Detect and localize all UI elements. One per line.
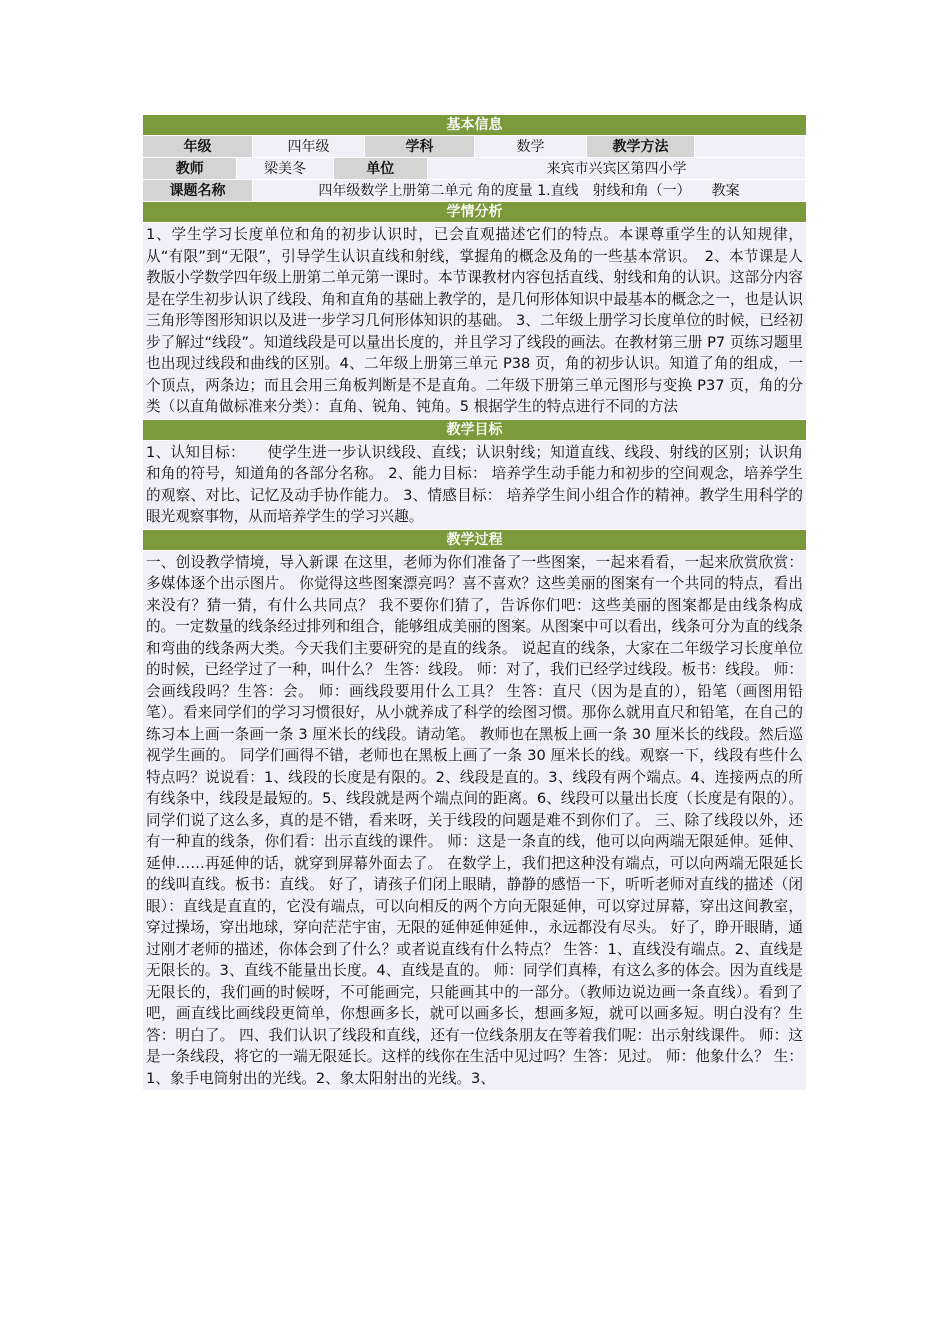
method-value <box>695 136 806 158</box>
lesson-plan-document <box>143 115 806 1091</box>
grade-label: 年级 <box>143 136 253 158</box>
section-process-header: 教学过程 <box>143 530 806 551</box>
section-goals-header: 教学目标 <box>143 420 806 441</box>
subject-label: 学科 <box>365 136 475 158</box>
info-row-teacher <box>143 158 806 180</box>
unit-value: 来宾市兴宾区第四小学 <box>428 158 806 180</box>
subject-value: 数学 <box>475 136 587 158</box>
analysis-text: 1、学生学习长度单位和角的初步认识时，已会直观描述它们的特点。本课尊重学生的认知规律，从“有限”到“无限”，引导学生认识直线和射线，掌握角的概念及角的一些基本常识。 2、本节课是人教版小学数学四年级上册第二单元第一课时。本节课教材内容包括直线、射线和角的认识。这部分内容是在学生初步认识了线段、角和直角的基础上教学的，是几何形体知识中最基本的概念之一，也是认识三角形等图形知识以及进一步学习几何形体知识的基础。 3、二年级上册学习长度单位的时候，已经初步了解过“线段”。知道线段是可以量出长度的，并且学习了线段的画法。在教材第三册 P7 页练习题里也出现过线段和曲线的区别。4、二年级上册第三单元 P38 页，角的初步认识。知道了角的组成，一个顶点，两条边；而且会用三角板判断是不是直角。二年级下册第三单元图形与变换 P37 页，角的分类（以直角做标准来分类）：直角、锐角、钝角。5 根据学生的特点进行不同的方法 <box>143 223 806 420</box>
goals-text: 1、认知目标： 使学生进一步认识线段、直线；认识射线；知道直线、线段、射线的区别；认识角和角的符号，知道角的各部分名称。 2、能力目标： 培养学生动手能力和初步的空间观念，培养学生的观察、对比、记忆及动手协作能力。 3、情感目标： 培养学生间小组合作的精神。教学生用科学的眼光观察事物，从而培养学生的学习兴趣。 <box>143 441 806 530</box>
unit-label: 单位 <box>334 158 428 180</box>
topic-label: 课题名称 <box>143 180 253 202</box>
teacher-label: 教师 <box>143 158 237 180</box>
info-row-grade <box>143 136 806 158</box>
topic-value: 四年级数学上册第二单元 角的度量 1.直线 射线和角（一） 教案 <box>253 180 806 202</box>
section-analysis-header: 学情分析 <box>143 202 806 223</box>
method-label: 教学方法 <box>587 136 695 158</box>
process-text: 一、创设教学情境，导入新课 在这里，老师为你们准备了一些图案，一起来看看，一起来欣赏欣赏：多媒体逐个出示图片。 你觉得这些图案漂亮吗？喜不喜欢？这些美丽的图案有一个共同的特点，看出来没有？猜一猜，有什么共同点？ 我不要你们猜了，告诉你们吧：这些美丽的图案都是由线条构成的。一定数量的线条经过排列和组合，能够组成美丽的图案。从图案中可以看出，线条可分为直的线条和弯曲的线条两大类。今天我们主要研究的是直的线条。 说起直的线条，大家在二年级学习长度单位的时候，已经学过了一种，叫什么？ 生答：线段。 师：对了，我们已经学过线段。板书：线段。 师：会画线段吗？生答：会。 师：画线段要用什么工具？ 生答：直尺（因为是直的），铅笔（画图用铅笔）。看来同学们的学习习惯很好，从小就养成了科学的绘图习惯。那你么就用直尺和铅笔，在自己的练习本上画一条画一条 3 厘米长的线段。请动笔。 教师也在黑板上画一条 30 厘米长的线段。然后巡视学生画的。 同学们画得不错，老师也在黑板上画了一条 30 厘米长的线。观察一下，线段有些什么特点吗？说说看：1、线段的长度是有限的。2、线段是直的。3、线段有两个端点。4、连接两点的所有线条中，线段是最短的。5、线段就是两个端点间的距离。6、线段可以量出长度（长度是有限的）。 同学们说了这么多，真的是不错，看来呀，关于线段的问题是难不到你们了。 三、除了线段以外，还有一种直的线条，你们看：出示直线的课件。 师：这是一条直的线，他可以向两端无限延伸。延伸、延伸……再延伸的话，就穿到屏幕外面去了。 在数学上，我们把这种没有端点，可以向两端无限延长的线叫直线。板书：直线。 好了，请孩子们闭上眼睛，静静的感悟一下，听听老师对直线的描述（闭眼）：直线是直直的，它没有端点，可以向相反的两个方向无限延伸，可以穿过屏幕，穿出这间教室，穿过操场，穿出地球，穿向茫茫宇宙，无限的延伸延伸延伸.，永远都没有尽头。 好了，睁开眼睛，通过刚才老师的描述，你体会到了什么？或者说直线有什么特点？ 生答：1、直线没有端点。2、直线是无限长的。3、直线不能量出长度。4、直线是直的。 师：同学们真棒，有这么多的体会。因为直线是无限长的，我们画的时候呀，不可能画完，只能画其中的一部分。（教师边说边画一条直线）。看到了吧，画直线比画线段更简单，你想画多长，就可以画多长，想画多短，就可以画多短。明白没有？生答：明白了。 四、我们认识了线段和直线，还有一位线条朋友在等着我们呢：出示射线课件。 师：这是一条线段，将它的一端无限延长。这样的线你在生活中见过吗？生答：见过。 师：他象什么？ 生：1、象手电筒射出的光线。2、象太阳射出的光线。3、 <box>143 551 806 1092</box>
info-row-topic <box>143 180 806 202</box>
grade-value: 四年级 <box>253 136 365 158</box>
teacher-value: 梁美冬 <box>237 158 333 180</box>
section-basic-info-header: 基本信息 <box>143 115 806 136</box>
